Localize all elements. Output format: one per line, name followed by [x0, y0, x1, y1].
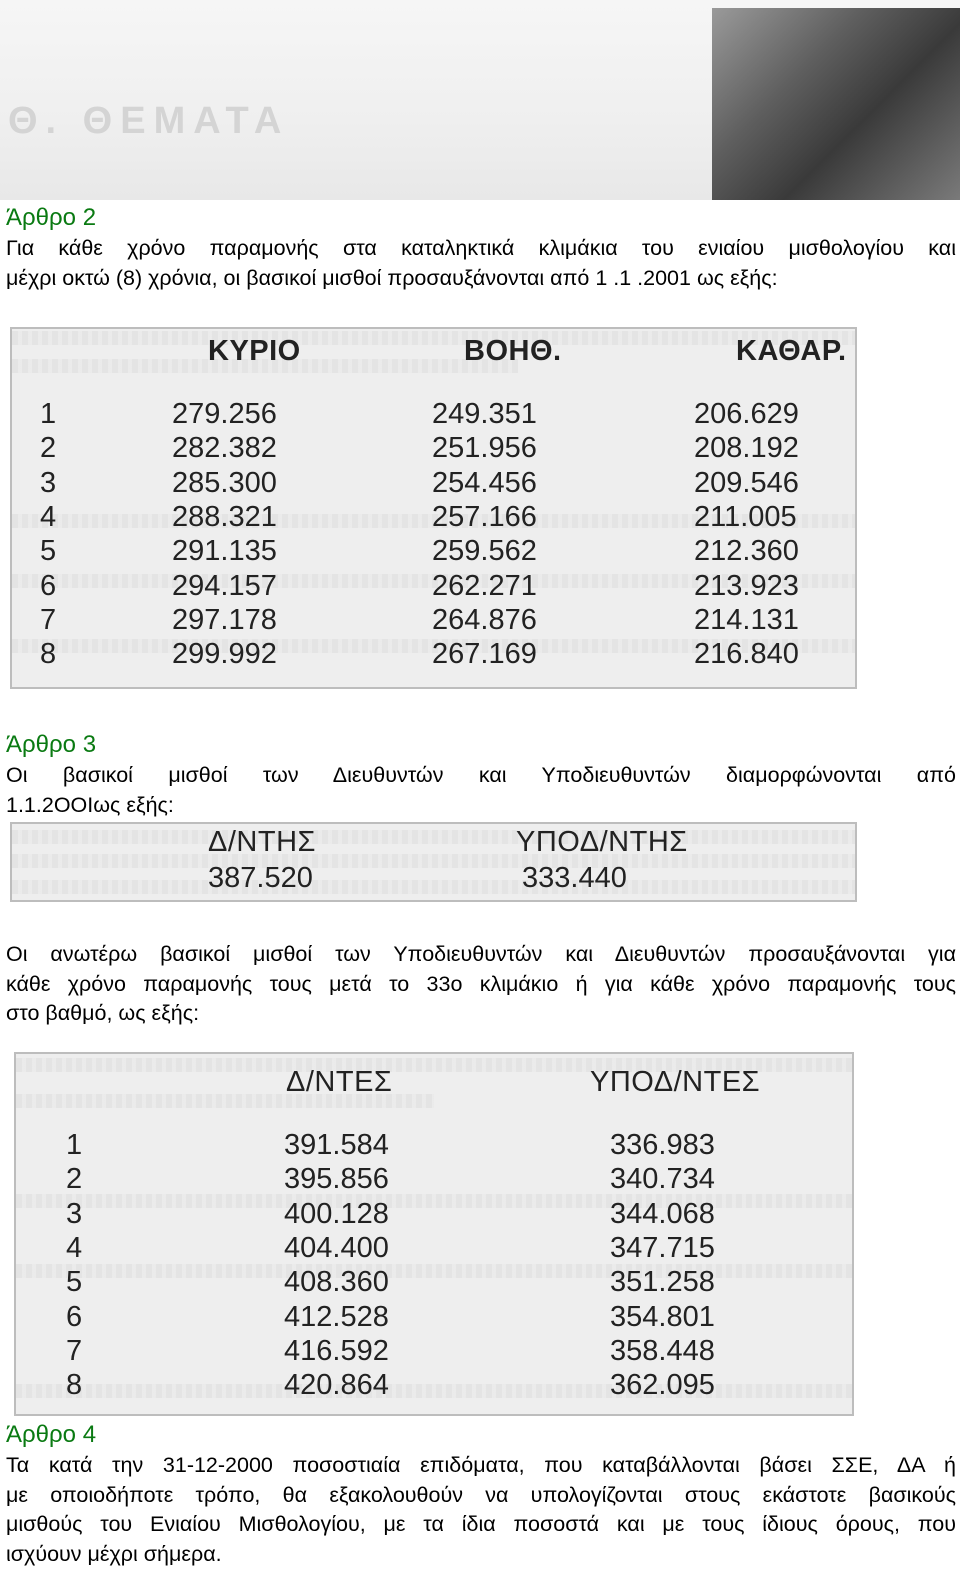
row-number: 5 — [66, 1266, 82, 1299]
scan-bleed — [16, 1384, 852, 1398]
article-2-heading: Άρθρο 2 — [6, 204, 96, 232]
text-line: 1.1.2OOIως εξής: — [6, 791, 956, 821]
text-line: Τα κατά την 31-12-2000 ποσοστιαία επιδόματα, που καταβάλλονται βάσει ΣΣΕ, ΔΑ ή — [6, 1451, 956, 1481]
row-number: 7 — [40, 604, 56, 637]
cell-voith: 262.271 — [432, 570, 537, 603]
row-number: 8 — [40, 638, 56, 671]
cell-deputy-directors: 340.734 — [610, 1163, 715, 1196]
cell-deputy-directors: 344.068 — [610, 1198, 715, 1231]
article-3-heading: Άρθρο 3 — [6, 731, 96, 759]
cell-deputy-directors: 336.983 — [610, 1129, 715, 1162]
cell-kathar: 216.840 — [694, 638, 799, 671]
scan-bleed — [12, 854, 855, 868]
cell-voith: 251.956 — [432, 432, 537, 465]
col-header-directors: Δ/ΝΤΕΣ — [286, 1066, 392, 1099]
cell-directors: 404.400 — [284, 1232, 389, 1265]
text-line: Οι ανωτέρω βασικοί μισθοί των Υποδιευθυντών και Διευθυντών προσαυξάνονται για — [6, 940, 956, 970]
cell-voith: 259.562 — [432, 535, 537, 568]
cell-deputy-directors: 358.448 — [610, 1335, 715, 1368]
col-header-director: Δ/ΝΤΗΣ — [208, 826, 316, 859]
cell-voith: 254.456 — [432, 467, 537, 500]
cell-kyrio: 291.135 — [172, 535, 277, 568]
row-number: 4 — [66, 1232, 82, 1265]
row-number: 6 — [66, 1301, 82, 1334]
text-line: μέχρι οκτώ (8) χρόνια, οι βασικοί μισθοί προσαυξάνονται από 1 .1 .2001 ως εξής: — [6, 264, 956, 294]
scan-bleed — [12, 331, 855, 345]
cell-deputy-directors: 354.801 — [610, 1301, 715, 1334]
cell-kyrio: 279.256 — [172, 398, 277, 431]
row-number: 3 — [40, 467, 56, 500]
cell-directors: 408.360 — [284, 1266, 389, 1299]
cell-kathar: 209.546 — [694, 467, 799, 500]
cell-kyrio: 282.382 — [172, 432, 277, 465]
cell-kathar: 212.360 — [694, 535, 799, 568]
scan-bleed — [12, 830, 855, 844]
col-header-kyrio: ΚΥΡΙΟ — [208, 335, 301, 368]
cell-deputy-directors: 362.095 — [610, 1369, 715, 1402]
cell-kathar: 211.005 — [694, 501, 797, 534]
cell-kathar: 214.131 — [694, 604, 799, 637]
row-number: 2 — [40, 432, 56, 465]
cell-directors: 400.128 — [284, 1198, 389, 1231]
cell-directors: 416.592 — [284, 1335, 389, 1368]
row-number: 6 — [40, 570, 56, 603]
cell-directors: 420.864 — [284, 1369, 389, 1402]
col-header-kathar: ΚΑΘΑΡ. — [736, 335, 847, 368]
row-number: 2 — [66, 1163, 82, 1196]
meeting-photo — [712, 8, 960, 200]
row-number: 8 — [66, 1369, 82, 1402]
cell-directors: 412.528 — [284, 1301, 389, 1334]
row-number: 4 — [40, 501, 56, 534]
article-4-text — [6, 1451, 956, 1569]
row-number: 5 — [40, 535, 56, 568]
cell-kathar: 208.192 — [694, 432, 799, 465]
col-header-voith: ΒΟΗΘ. — [464, 335, 562, 368]
cell-directors: 391.584 — [284, 1129, 389, 1162]
cell-voith: 267.169 — [432, 638, 537, 671]
text-line: Για κάθε χρόνο παραμονής στα καταληκτικά κλιμάκια του ενιαίου μισθολογίου και — [6, 234, 956, 264]
deputy-director-salary-value: 333.440 — [522, 862, 627, 895]
col-header-deputy-directors: ΥΠΟΔ/ΝΤΕΣ — [590, 1066, 760, 1099]
cell-voith: 257.166 — [432, 501, 537, 534]
cell-kyrio: 288.321 — [172, 501, 277, 534]
scan-bleed — [12, 880, 855, 894]
text-line: μισθούς του Ενιαίου Μισθολογίου, με τα ίδια ποσοστά και με τους ίδιους όρους, που — [6, 1510, 956, 1540]
header-photo — [0, 0, 960, 200]
photo-banner-text: Θ. ΘΕΜΑΤΑ — [8, 100, 289, 143]
cell-voith: 249.351 — [432, 398, 537, 431]
row-number: 1 — [40, 398, 56, 431]
scan-bleed — [16, 1264, 852, 1278]
cell-deputy-directors: 347.715 — [610, 1232, 715, 1265]
row-number: 1 — [66, 1129, 82, 1162]
cell-kyrio: 299.992 — [172, 638, 277, 671]
cell-deputy-directors: 351.258 — [610, 1266, 715, 1299]
cell-kathar: 213.923 — [694, 570, 799, 603]
cell-voith: 264.876 — [432, 604, 537, 637]
row-number: 3 — [66, 1198, 82, 1231]
scan-bleed — [16, 1194, 852, 1208]
cell-kyrio: 294.157 — [172, 570, 277, 603]
article-2-text — [6, 234, 956, 293]
director-increase-table — [14, 1052, 854, 1416]
director-salary-table — [10, 822, 857, 902]
col-header-deputy-director: ΥΠΟΔ/ΝΤΗΣ — [516, 826, 688, 859]
text-line: Οι βασικοί μισθοί των Διευθυντών και Υποδιευθυντών διαμορφώνονται από — [6, 761, 956, 791]
director-salary-value: 387.520 — [208, 862, 313, 895]
text-line: κάθε χρόνο παραμονής τους μετά το 33ο κλιμάκιο ή για κάθε χρόνο παραμονής τους — [6, 970, 956, 1000]
text-line: με οποιοδήποτε τρόπο, θα εξακολουθούν να υπολογίζονται στους εκάστοτε βασικούς — [6, 1481, 956, 1511]
row-number: 7 — [66, 1335, 82, 1368]
text-line: στο βαθμό, ως εξής: — [6, 999, 956, 1029]
article-3-text — [6, 761, 956, 820]
text-line: ισχύουν μέχρι σήμερα. — [6, 1540, 956, 1569]
cell-directors: 395.856 — [284, 1163, 389, 1196]
cell-kathar: 206.629 — [694, 398, 799, 431]
article-4-heading: Άρθρο 4 — [6, 1421, 96, 1449]
cell-kyrio: 297.178 — [172, 604, 277, 637]
increase-paragraph — [6, 940, 956, 1029]
cell-kyrio: 285.300 — [172, 467, 277, 500]
